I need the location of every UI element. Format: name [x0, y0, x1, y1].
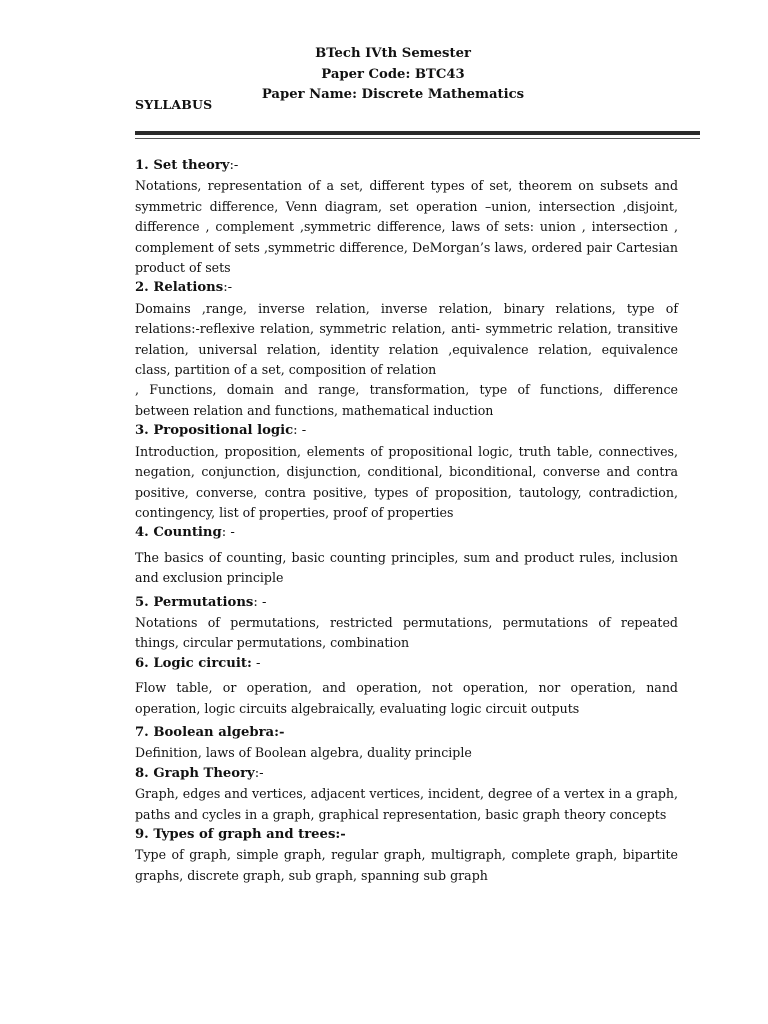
section-body: Domains ,range, inverse relation, inverse relation, binary relations, type of relations:-reflexive relation, symmetric relation, anti- symmetric relation, transitive relation, universal relation, identity relation ,equivalence relation, equivalence class, partition of a set, composition of relation [135, 300, 678, 378]
section-types-of-graph-and-trees [135, 825, 678, 886]
section-heading [135, 593, 678, 613]
section-heading-text: 5. Permutations [135, 594, 254, 610]
section-body: Type of graph, simple graph, regular graph, multigraph, complete graph, bipartite graphs, discrete graph, sub graph, spanning sub graph [135, 847, 678, 883]
section-body: Introduction, proposition, elements of propositional logic, truth table, connectives, negation, conjunction, disjunction, conditional, biconditional, converse and contra positive, converse, contra positive, types of proposition, tautology, contradiction, contingency, list of properties, proof of properties [135, 443, 678, 520]
section-heading [135, 421, 678, 441]
section-heading-suffix: :- [254, 765, 264, 781]
paper-name: Paper Name: Discrete Mathematics [261, 87, 525, 102]
header-divider-thick [135, 131, 700, 135]
syllabus-label: SYLLABUS [135, 97, 213, 112]
section-heading-text: 9. Types of graph and trees:- [135, 827, 346, 842]
section-heading-suffix: :- [223, 280, 233, 296]
section-body: Graph, edges and vertices, adjacent vertices, incident, degree of a vertex in a graph, paths and cycles in a graph, graphical representation, basic graph theory concepts [135, 786, 678, 822]
section-heading-text: 6. Logic circuit: [135, 655, 252, 671]
section-heading-suffix: : - [221, 525, 235, 541]
section-heading-suffix: - [251, 655, 261, 671]
section-heading-suffix: : - [253, 594, 267, 610]
section-heading [135, 723, 678, 743]
section-body: , Functions, domain and range, transformation, type of functions, difference between relation and functions, mathematical induction [135, 382, 678, 418]
section-boolean-algebra [135, 723, 678, 764]
section-heading-text: 3. Propositional logic [135, 423, 294, 439]
section-heading-text: 2. Relations [135, 280, 224, 296]
section-heading-suffix: :- [229, 158, 239, 173]
section-heading-text: 7. Boolean algebra:- [135, 724, 285, 740]
section-heading-text: 1. Set theory [135, 158, 230, 173]
section-heading [135, 825, 678, 845]
section-heading [135, 654, 678, 674]
section-body: The basics of counting, basic counting principles, sum and product rules, inclusion and exclusion principle [135, 549, 678, 586]
section-heading [135, 156, 678, 176]
section-heading [135, 278, 678, 298]
header-divider-thin [135, 138, 700, 139]
section-heading-text: 8. Graph Theory [135, 765, 255, 781]
section-heading [135, 523, 678, 543]
document-header [0, 44, 768, 106]
course-title: BTech IVth Semester [315, 46, 471, 61]
section-heading [135, 764, 678, 784]
section-body: Notations of permutations, restricted permutations, permutations of repeated things, circular permutations, combination [135, 614, 678, 651]
section-heading-suffix: : - [293, 423, 307, 439]
paper-code: Paper Code: BTC43 [321, 66, 465, 82]
section-permutations [135, 593, 678, 654]
syllabus-content [135, 156, 678, 886]
section-set-theory [135, 156, 678, 278]
section-body: Flow table, or operation, and operation, not operation, nor operation, nand operation, logic circuits algebraically, evaluating logic circuit outputs [135, 680, 678, 716]
section-body: Notations, representation of a set, different types of set, theorem on subsets and symmetric difference, Venn diagram, set operation –union, intersection ,disjoint, difference , complement ,symmetric difference, laws of sets: union , intersection , complement of sets ,symmetric difference, DeMorgan’s laws, ordered pair Cartesian product of sets [135, 178, 678, 276]
section-counting [135, 523, 678, 588]
section-logic-circuit [135, 654, 678, 719]
section-propositional-logic [135, 421, 678, 523]
section-graph-theory [135, 764, 678, 825]
section-body: Definition, laws of Boolean algebra, duality principle [135, 745, 472, 761]
section-heading-text: 4. Counting [135, 525, 222, 541]
section-relations [135, 278, 678, 421]
